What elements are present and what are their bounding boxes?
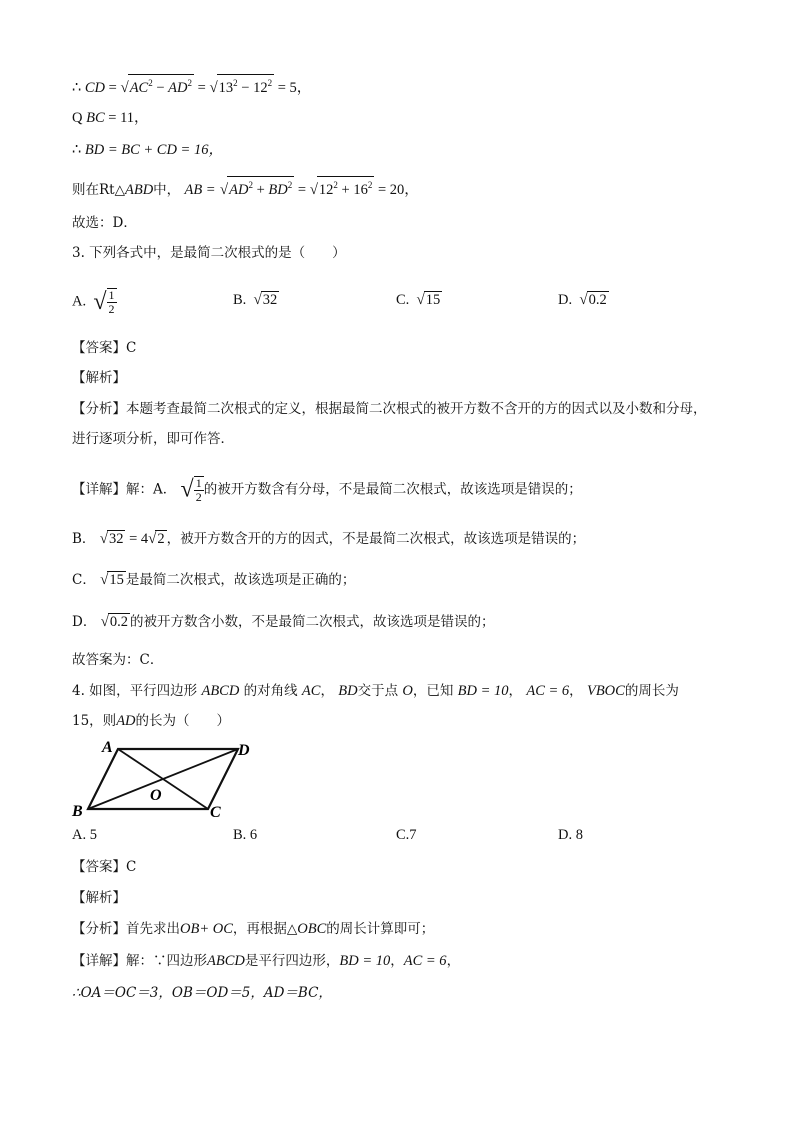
- q4-option-a: A. 5: [72, 827, 97, 843]
- q3-detail-a: 【详解】解：A． √ $\frac{1}{2}$ 的被开方数含有分母，不是最简二次根式，故该选项是错误的；: [72, 476, 582, 504]
- q3-conclusion: 故答案为：C．: [72, 652, 164, 668]
- solution-line-bd: ∴ BD = BC + CD = 16，: [72, 142, 223, 158]
- q4-jiexi-tag: 【解析】: [72, 890, 126, 906]
- solution-line-cd: ∴ CD = $√AC^2 - AD^2 = √13^2 - 12^2 = 5$，: [72, 74, 311, 98]
- q3-fenxi-line2: 进行逐项分析，即可作答．: [72, 431, 234, 447]
- diagonal-bd: [88, 749, 238, 809]
- q4-fenxi: 【分析】首先求出OB+ OC，再根据△OBC的周长计算即可；: [72, 921, 435, 937]
- solution-line-choice: 故选：D．: [72, 215, 137, 231]
- q3-option-d: D. √0.2: [558, 292, 607, 308]
- q3-option-b: B. √32: [233, 292, 278, 308]
- label-d: D: [238, 742, 250, 759]
- label-a: A: [102, 740, 113, 756]
- q4-detail-1: 【详解】解：∵四边形ABCD是平行四边形，BD = 10，AC = 6，: [72, 953, 461, 969]
- q3-jiexi-tag: 【解析】: [72, 370, 126, 386]
- label-b: B: [72, 803, 83, 820]
- q3-option-c: C. √15: [396, 292, 441, 308]
- solution-line-ab: 则在Rt△ABD中， AB = $√AD^2 + BD^2 = √12^2 + 16^2 = 20$，: [72, 176, 419, 200]
- label-c: C: [210, 804, 221, 820]
- q4-option-b: B. 6: [233, 827, 258, 843]
- q3-answer: 【答案】C: [72, 340, 137, 356]
- q4-stem-line1: 4. 如图，平行四边形 ABCD 的对角线 AC， BD交于点 O，已知 BD = 10， AC = 6， VBOC的周长为: [72, 683, 679, 699]
- q3-option-a: A. √ $\frac{1}{2}$: [72, 288, 115, 316]
- label-o: O: [150, 787, 162, 804]
- q3-stem: 3. 下列各式中，是最简二次根式的是（ ）: [72, 245, 346, 261]
- q4-option-c: C.7: [396, 827, 417, 843]
- parallelogram-figure: [70, 740, 270, 820]
- q3-detail-c: C． √15 是最简二次根式，故该选项是正确的；: [72, 572, 356, 588]
- q3-fenxi-line1: 【分析】本题考查最简二次根式的定义，根据最简二次根式的被开方数不含开的方的因式以及小数和分母，: [72, 401, 707, 417]
- q4-detail-2: ∴OA＝OC＝3，OB＝OD＝5，AD＝BC，: [72, 985, 332, 1001]
- q4-stem-line2: 15，则AD的长为（ ）: [72, 713, 231, 729]
- solution-line-bc: Q BC = 11，: [72, 110, 149, 126]
- q3-detail-b: B． √32 = 4√2 ，被开方数含开的方的因式，不是最简二次根式，故该选项是错误的；: [72, 531, 586, 547]
- q4-answer: 【答案】C: [72, 859, 137, 875]
- q3-detail-d: D． √0.2 的被开方数含小数，不是最简二次根式，故该选项是错误的；: [72, 614, 495, 630]
- q4-option-d: D. 8: [558, 827, 583, 843]
